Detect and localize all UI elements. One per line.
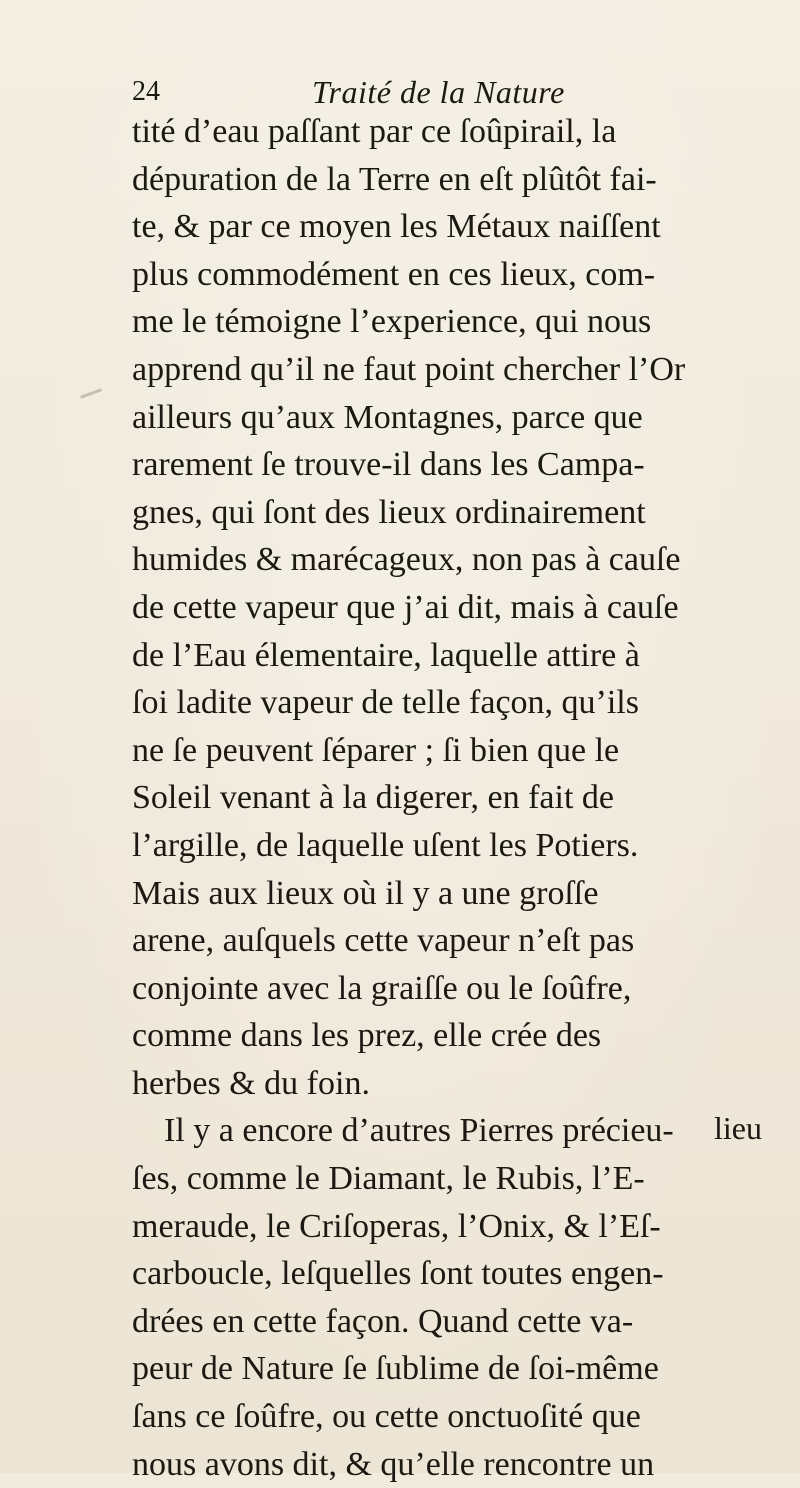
ink-mark [80, 388, 102, 398]
text-line: te, & par ce moyen les Métaux naiſſent [132, 208, 661, 246]
text-line: herbes & du foin. [132, 1064, 370, 1102]
text-line: de l’Eau élementaire, laquelle attire à [132, 636, 640, 674]
catchword: lieu [714, 1110, 762, 1146]
text-line: Mais aux lieux où il y a une groſſe [132, 874, 599, 912]
body-text [132, 108, 772, 1488]
running-title: Traité de la Nature [312, 74, 565, 110]
page-number: 24 [132, 76, 160, 107]
text-line: ailleurs qu’aux Montagnes, parce que [132, 398, 643, 436]
text-line: drées en cette façon. Quand cette va- [132, 1302, 634, 1340]
text-line: comme dans les prez, elle crée des [132, 1017, 602, 1055]
text-line: conjointe avec la graiſſe ou le ſoûfre, [132, 969, 632, 1007]
text-line: humides & marécageux, non pas à cauſe [132, 541, 681, 579]
text-line: ſoi ladite vapeur de telle façon, qu’ils [132, 684, 639, 722]
text-line: ne ſe peuvent ſéparer ; ſi bien que le [132, 731, 620, 769]
text-line: plus commodément en ces lieux, com- [132, 255, 656, 293]
text-line: l’argille, de laquelle uſent les Potiers. [132, 826, 639, 864]
text-line: apprend qu’il ne faut point chercher l’Or [132, 350, 686, 388]
text-line: nous avons dit, & qu’elle rencontre un [132, 1445, 655, 1483]
page-header [132, 72, 672, 112]
text-line: arene, auſquels cette vapeur n’eſt pas [132, 922, 635, 960]
text-line: peur de Nature ſe ſublime de ſoi-même [132, 1350, 659, 1388]
text-line: Soleil venant à la digerer, en fait de [132, 779, 614, 817]
paragraph-first-line: Il y a encore d’autres Pierres précieu- [164, 1112, 674, 1150]
text-line: meraude, le Criſoperas, l’Onix, & l’Eſ- [132, 1207, 661, 1245]
text-line: me le témoigne l’experience, qui nous [132, 303, 652, 341]
text-line: ſans ce ſoûfre, ou cette onctuoſité que [132, 1398, 641, 1436]
text-line: rarement ſe trouve-il dans les Campa- [132, 446, 645, 484]
text-line: dépuration de la Terre en eſt plûtôt fai- [132, 160, 657, 198]
text-line: ſes, comme le Diamant, le Rubis, l’E- [132, 1160, 645, 1198]
text-line: tité d’eau paſſant par ce ſoûpirail, la [132, 113, 617, 150]
text-line: gnes, qui ſont des lieux ordinairement [132, 493, 646, 531]
text-line: carboucle, leſquelles ſont toutes engen- [132, 1255, 664, 1293]
text-line: de cette vapeur que j’ai dit, mais à cauſe [132, 588, 679, 626]
